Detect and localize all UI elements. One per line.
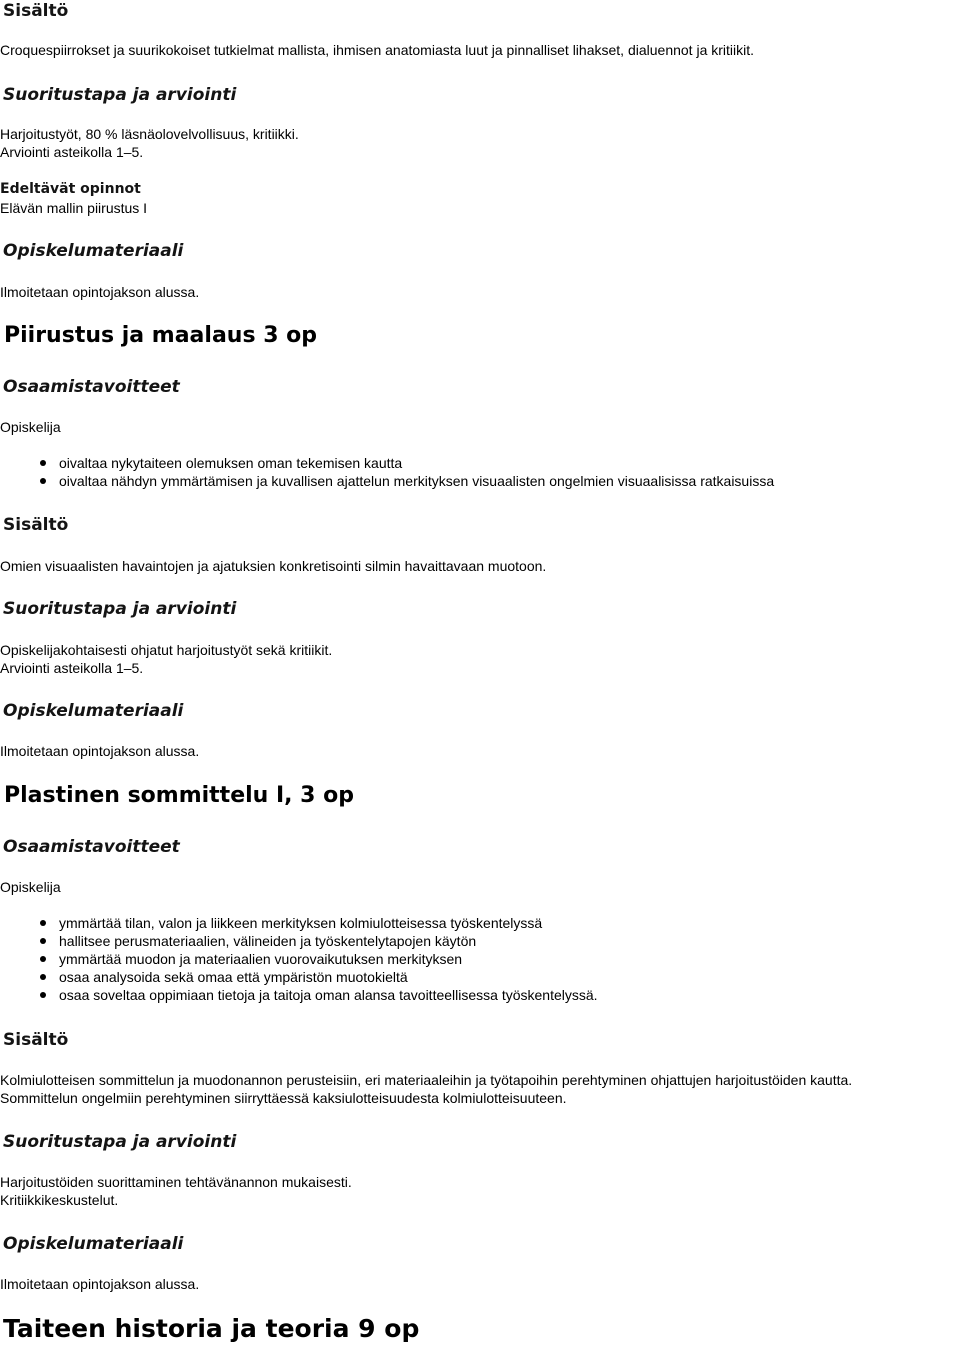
goals-list	[59, 454, 774, 490]
suoritustapa-line-1: Harjoitustöiden suorittaminen tehtävänannon mukaisesti.	[0, 1174, 352, 1190]
sisalto-text: Croquespiirrokset ja suurikokoiset tutkielmat mallista, ihmisen anatomiasta luut ja pinnalliset lihakset, dialuennot ja kritiikit.	[0, 42, 755, 58]
opiskelumateriaali-text: Ilmoitetaan opintojakson alussa.	[0, 1276, 200, 1292]
sisalto-heading: Sisältö	[3, 1030, 69, 1050]
goal-item: osaa soveltaa oppimiaan tietoja ja taitoja oman alansa tavoitteellisessa työskentelyssä.	[59, 987, 598, 1003]
goal-item: osaa analysoida sekä omaa että ympäristön muotokieltä	[59, 968, 598, 986]
opiskelumateriaali-heading: Opiskelumateriaali	[3, 241, 184, 261]
sisalto-text: Omien visuaalisten havaintojen ja ajatuksien konkretisointi silmin havaittavaan muotoon.	[0, 558, 547, 574]
opiskelija-label: Opiskelija	[0, 419, 61, 435]
sisalto-heading: Sisältö	[3, 1, 69, 21]
opiskelumateriaali-heading: Opiskelumateriaali	[3, 701, 184, 721]
suoritustapa-heading: Suoritustapa ja arviointi	[3, 1132, 237, 1152]
suoritustapa-line-2: Kritiikkikeskustelut.	[0, 1192, 119, 1208]
sisalto-line-2: Sommittelun ongelmiin perehtyminen siirryttäessä kaksiulotteisuudesta kolmiulotteisuuteen.	[0, 1090, 567, 1106]
suoritustapa-heading: Suoritustapa ja arviointi	[3, 599, 237, 619]
osaamistavoitteet-heading: Osaamistavoitteet	[3, 377, 180, 397]
goal-item: oivaltaa nykytaiteen olemuksen oman tekemisen kautta	[59, 454, 774, 472]
osaamistavoitteet-heading: Osaamistavoitteet	[3, 837, 180, 857]
goal-item: oivaltaa nähdyn ymmärtämisen ja kuvallisen ajattelun merkityksen visuaalisten ongelmien visuaalisissa ratkaisuissa	[59, 473, 775, 489]
goals-list	[59, 914, 598, 1004]
opiskelumateriaali-text: Ilmoitetaan opintojakson alussa.	[0, 284, 200, 300]
suoritustapa-line-1: Harjoitustyöt, 80 % läsnäolovelvollisuus, kritiikki.	[0, 126, 299, 142]
suoritustapa-line-2: Arviointi asteikolla 1–5.	[0, 660, 144, 676]
opiskelumateriaali-heading: Opiskelumateriaali	[3, 1234, 184, 1254]
course-title-piirustus: Piirustus ja maalaus 3 op	[4, 323, 318, 348]
sisalto-heading: Sisältö	[3, 515, 69, 535]
suoritustapa-heading: Suoritustapa ja arviointi	[3, 85, 237, 105]
sisalto-line-1: Kolmiulotteisen sommittelun ja muodonannon perusteisiin, eri materiaaleihin ja työtapoihin perehtyminen ohjattujen harjoitustöiden kautta.	[0, 1072, 853, 1088]
goal-item: ymmärtää tilan, valon ja liikkeen merkityksen kolmiulotteisessa työskentelyssä	[59, 914, 598, 932]
opiskelija-label: Opiskelija	[0, 879, 61, 895]
edeltavat-heading: Edeltävät opinnot	[0, 181, 141, 197]
goal-item: ymmärtää muodon ja materiaalien vuorovaikutuksen merkityksen	[59, 950, 598, 968]
opiskelumateriaali-text: Ilmoitetaan opintojakson alussa.	[0, 743, 200, 759]
suoritustapa-line-1: Opiskelijakohtaisesti ohjatut harjoitustyöt sekä kritiikit.	[0, 642, 333, 658]
suoritustapa-line-2: Arviointi asteikolla 1–5.	[0, 144, 144, 160]
course-title-taiteen-historia: Taiteen historia ja teoria 9 op	[3, 1314, 420, 1343]
course-title-plastinen: Plastinen sommittelu I, 3 op	[4, 783, 355, 808]
edeltavat-text: Elävän mallin piirustus I	[0, 200, 148, 216]
goal-item: hallitsee perusmateriaalien, välineiden ja työskentelytapojen käytön	[59, 932, 598, 950]
